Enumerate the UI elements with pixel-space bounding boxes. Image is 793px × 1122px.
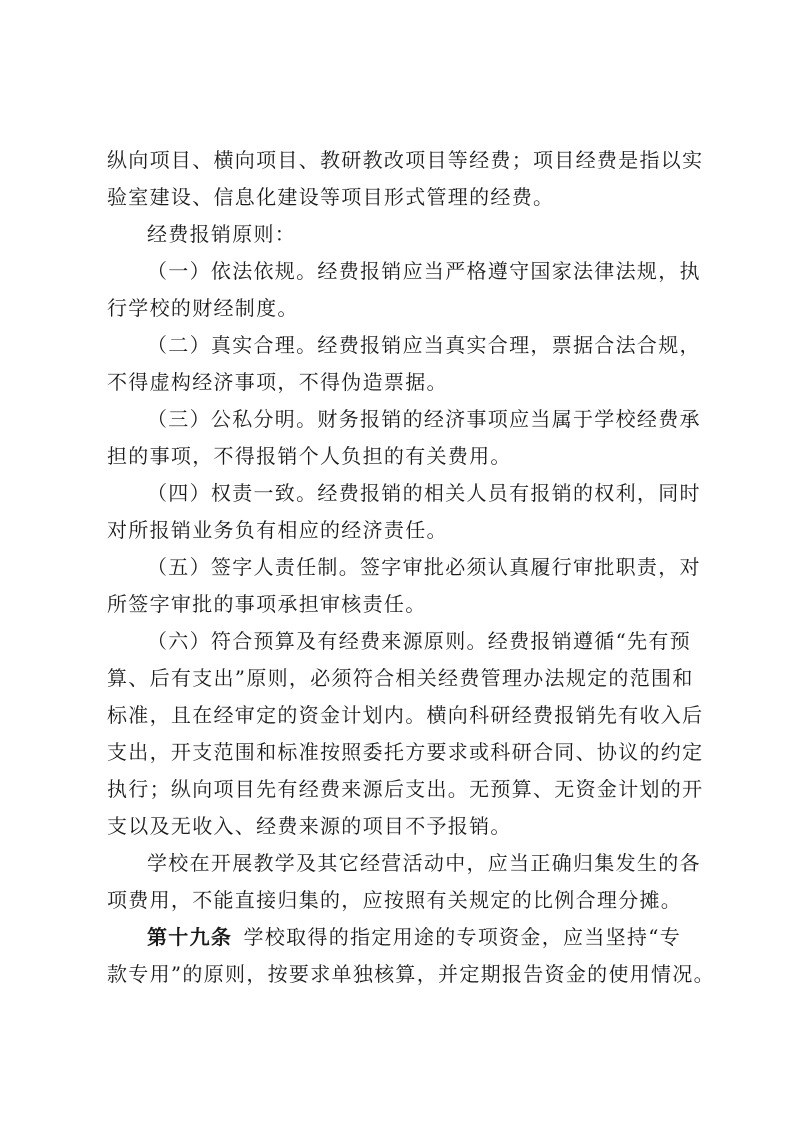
text-line: 纵向项目、横向项目、教研教改项目等经费；项目经费是指以实 <box>107 148 704 172</box>
text-line: 对所报销业务负有相应的经济责任。 <box>107 518 448 542</box>
principle-item-3: （三）公私分明。财务报销的经济事项应当属于学校经费承 <box>147 407 701 431</box>
text-line: 验室建设、信息化建设等项目形式管理的经费。 <box>107 185 555 209</box>
text-line: 所签字审批的事项承担审核责任。 <box>107 592 427 616</box>
article-text: 学校取得的指定用途的专项资金，应当坚持“专 <box>243 925 682 949</box>
text-line: 支以及无收入、经费来源的项目不予报销。 <box>107 814 512 838</box>
text-line: 行学校的财经制度。 <box>107 296 299 320</box>
text-line: 不得虚构经济事项，不得伪造票据。 <box>107 370 448 394</box>
text-line: 执行；纵向项目先有经费来源后支出。无预算、无资金计划的开 <box>107 777 704 801</box>
text-line: 标准，且在经审定的资金计划内。横向科研经费报销先有收入后 <box>107 703 704 727</box>
principle-item-2: （二）真实合理。经费报销应当真实合理，票据合法合规， <box>147 333 701 357</box>
article-line <box>107 919 693 956</box>
text-line: 项费用，不能直接归集的，应按照有关规定的比例合理分摊。 <box>107 888 683 912</box>
principle-item-1: （一）依法依规。经费报销应当严格遵守国家法律法规，执 <box>147 259 701 283</box>
section-heading: 经费报销原则： <box>147 222 297 246</box>
document-body <box>107 142 715 993</box>
text-line: 款专用”的原则，按要求单独核算，并定期报告资金的使用情况。 <box>107 962 715 986</box>
principle-item-5: （五）签字人责任制。签字审批必须认真履行审批职责，对 <box>147 555 701 579</box>
text-line: 担的事项，不得报销个人负担的有关费用。 <box>107 444 512 468</box>
paragraph-start: 学校在开展教学及其它经营活动中，应当正确归集发生的各 <box>147 851 701 875</box>
principle-item-6: （六）符合预算及有经费来源原则。经费报销遵循“先有预 <box>147 629 692 653</box>
principle-item-4: （四）权责一致。经费报销的相关人员有报销的权利，同时 <box>147 481 701 505</box>
article-number: 第十九条 <box>147 925 233 949</box>
text-line: 支出，开支范围和标准按照委托方要求或科研合同、协议的约定 <box>107 740 704 764</box>
text-line: 算、后有支出”原则，必须符合相关经费管理办法规定的范围和 <box>107 666 694 690</box>
